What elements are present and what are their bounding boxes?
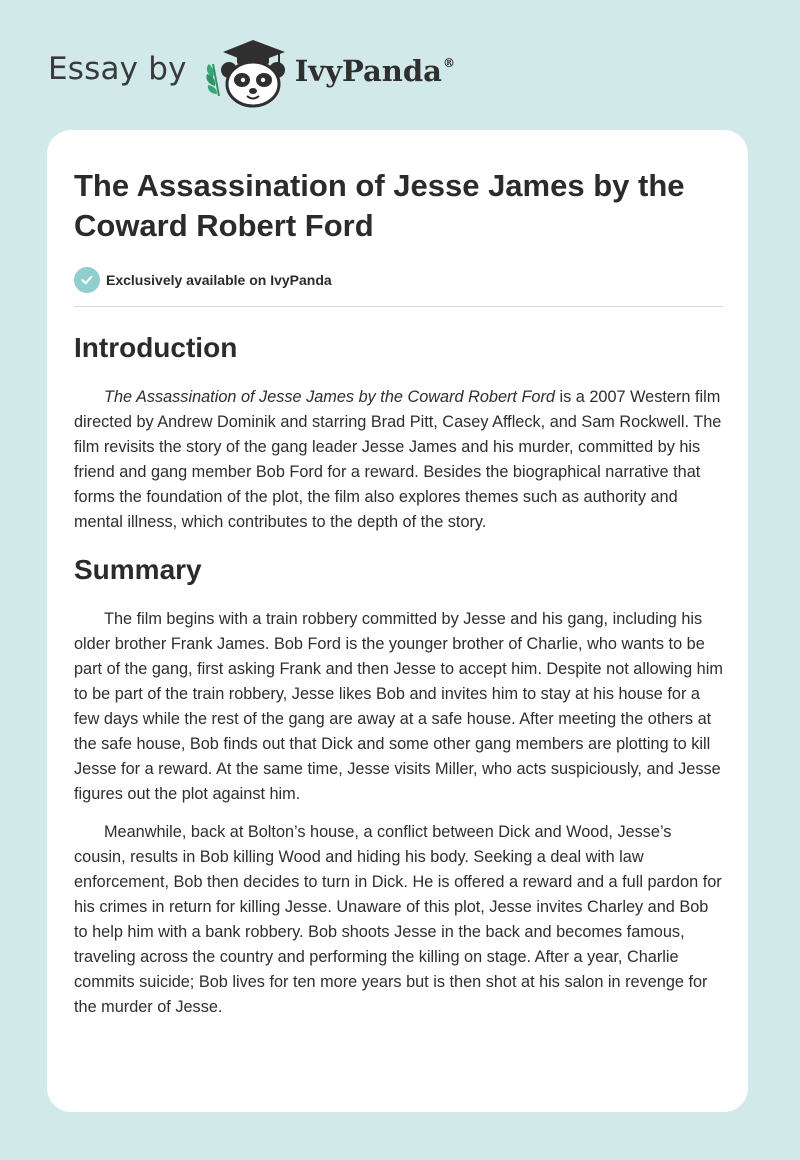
essay-content xyxy=(74,166,723,1020)
page-title: The Assassination of Jesse James by the Coward Robert Ford xyxy=(74,168,685,243)
essay-by-label: Essay by xyxy=(48,51,187,87)
exclusive-badge-text: Exclusively available on IvyPanda xyxy=(106,272,332,288)
introduction-paragraph xyxy=(74,385,723,535)
summary-paragraph-2: Meanwhile, back at Bolton’s house, a conflict between Dick and Wood, Jesse’s cousin, results in Bob killing Wood and hiding his body. Seeking a deal with law enforcement, Bob then decides to turn in Dick. He is offered a reward and a full pardon for his crimes in return for killing Jesse. Unaware of this plot, Jesse invites Charley and Bob to help him with a bank robbery. Bob shoots Jesse in the back and becomes famous, traveling across the country and performing the killing on stage. After a year, Charlie commits suicide; Bob lives for ten more years but is then shot at his salon in revenge for the murder of Jesse. xyxy=(74,823,722,1016)
introduction-paragraph-text: is a 2007 Western film directed by Andrew Dominik and starring Brad Pitt, Casey Affleck, and Sam Rockwell. The film revisits the story of the gang leader Jesse James and his murder, committed by his friend and gang member Bob Ford for a reward. Besides the biographical narrative that forms the foundation of the plot, the film also explores themes such as authority and mental illness, which contributes to the depth of the story. xyxy=(74,388,722,531)
brand-name[interactable] xyxy=(295,54,455,88)
essay-card xyxy=(47,130,748,1112)
summary-paragraph-1: The film begins with a train robbery committed by Jesse and his gang, including his older brother Frank James. Bob Ford is the younger brother of Charlie, who wants to be part of the gang, first asking Frank and then Jesse to accept him. Despite not allowing him to be part of the train robbery, Jesse likes Bob and invites him to stay at his house for a few days while the rest of the gang are away at a safe house. After meeting the others at the safe house, Bob finds out that Dick and some other gang members are plotting to kill Jesse for a reward. At the same time, Jesse visits Miller, who acts suspiciously, and Jesse figures out the plot against him. xyxy=(74,610,723,803)
site-header xyxy=(48,34,455,110)
panda-graduation-cap-icon xyxy=(199,34,291,110)
film-title-italic: The Assassination of Jesse James by the Coward Robert Ford xyxy=(104,388,555,406)
section-heading-summary: Summary xyxy=(74,554,202,585)
check-circle-icon xyxy=(74,267,100,293)
brand-name-text: IvyPanda xyxy=(294,54,442,88)
exclusive-badge xyxy=(74,266,723,294)
registered-mark: ® xyxy=(442,56,455,70)
divider xyxy=(74,306,723,307)
section-heading-introduction: Introduction xyxy=(74,332,238,363)
